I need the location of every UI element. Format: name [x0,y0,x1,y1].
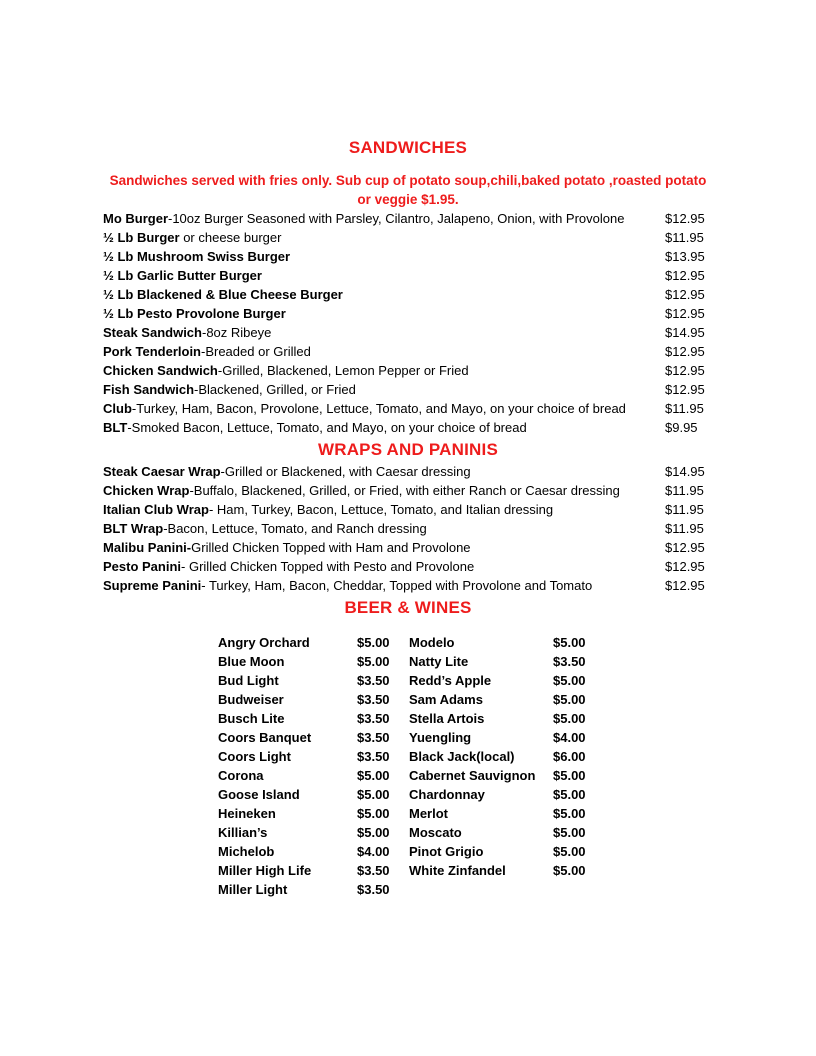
drink-price: $5.00 [553,635,586,650]
drink-item [218,842,398,861]
menu-item-name: Chicken Wrap [103,483,190,498]
drink-price: $3.50 [357,863,390,878]
menu-item-detail: -10oz Burger Seasoned with Parsley, Cilantro, Jalapeno, Onion, with Provolone [168,211,625,226]
menu-item-name: Malibu Panini- [103,540,192,555]
drink-name: Cabernet Sauvignon [409,768,536,783]
menu-item-detail: - Turkey, Ham, Bacon, Cheddar, Topped with Provolone and Tomato [201,578,593,593]
menu-item-description [103,576,592,595]
menu-item-price: $14.95 [665,325,705,340]
menu-item-detail: -Grilled, Blackened, Lemon Pepper or Fried [217,363,469,378]
menu-item-name: Steak Sandwich [103,325,202,340]
drink-name: Coors Light [218,749,291,764]
drink-name: Blue Moon [218,654,285,669]
menu-item-detail: Grilled Chicken Topped with Ham and Provolone [191,540,471,555]
menu-item [103,266,707,285]
drink-item [409,652,599,671]
drink-item [409,842,599,861]
drink-name: Goose Island [218,787,300,802]
drink-price: $5.00 [357,654,390,669]
drink-price: $5.00 [553,692,586,707]
drink-item [409,633,599,652]
drink-price: $5.00 [553,673,586,688]
beer-heading: BEER & WINES [344,598,472,617]
drink-price: $4.00 [553,730,586,745]
menu-item [103,342,707,361]
drink-name: Black Jack(local) [409,749,515,764]
drink-name: Bud Light [218,673,279,688]
drink-item [218,709,398,728]
drink-name: Sam Adams [409,692,483,707]
drink-item [409,690,599,709]
drink-price: $5.00 [553,844,586,859]
drink-item [218,880,398,899]
menu-item-price: $11.95 [665,230,704,245]
drink-name: Natty Lite [409,654,469,669]
menu-item [103,538,707,557]
drink-price: $3.50 [357,692,390,707]
menu-item-price: $12.95 [665,211,705,226]
drink-item [218,690,398,709]
menu-item-name: ½ Lb Burger [103,230,180,245]
drink-name: Angry Orchard [218,635,310,650]
menu-item-description [103,266,262,285]
drink-name: Moscato [409,825,462,840]
menu-item-description [103,380,356,399]
menu-item-price: $12.95 [665,306,705,321]
menu-item-detail: -Blackened, Grilled, or Fried [194,382,356,397]
menu-item-description [103,247,290,266]
drink-item [218,766,398,785]
menu-item-name: BLT [103,420,128,435]
drink-item [409,861,599,880]
menu-item-name: Pork Tenderloin [103,344,201,359]
drink-price: $5.00 [553,825,586,840]
menu-item-description [103,500,553,519]
menu-item-price: $12.95 [665,540,705,555]
drink-price: $3.50 [357,882,390,897]
drink-name: Redd’s Apple [409,673,492,688]
menu-item-description [103,361,469,380]
menu-item-detail: -Bacon, Lettuce, Tomato, and Ranch dressing [163,521,427,536]
menu-item-detail: -8oz Ribeye [201,325,272,340]
menu-item-price: $11.95 [665,483,704,498]
menu-item-detail: - Ham, Turkey, Bacon, Lettuce, Tomato, and Italian dressing [208,502,554,517]
drink-name: Pinot Grigio [409,844,484,859]
menu-item-price: $14.95 [665,464,705,479]
menu-item-description [103,418,527,437]
menu-item-name: ½ Lb Garlic Butter Burger [103,268,262,283]
menu-item-description [103,538,471,557]
menu-item-price: $11.95 [665,401,704,416]
menu-item [103,481,707,500]
drink-item [409,709,599,728]
menu-item-name: ½ Lb Pesto Provolone Burger [103,306,286,321]
drink-price: $5.00 [553,806,586,821]
sandwiches-note-line2: or veggie $1.95. [357,192,459,207]
drink-name: Coors Banquet [218,730,312,745]
menu-item-price: $12.95 [665,287,705,302]
drink-name: Stella Artois [409,711,485,726]
menu-item-name: Chicken Sandwich [103,363,218,378]
menu-item [103,399,707,418]
menu-item-detail: or cheese burger [179,230,282,245]
beer-column-right [409,633,599,880]
menu-item-detail: -Grilled or Blackened, with Caesar dressing [220,464,471,479]
drink-price: $4.00 [357,844,390,859]
menu-item-price: $12.95 [665,559,705,574]
menu-item [103,361,707,380]
wraps-heading: WRAPS AND PANINIS [317,440,499,459]
drink-name: Modelo [409,635,455,650]
menu-item [103,418,707,437]
drink-item [218,652,398,671]
menu-item [103,519,707,538]
drink-item [218,747,398,766]
menu-item-price: $11.95 [665,521,704,536]
drink-name: Miller High Life [218,863,312,878]
drink-name: Merlot [409,806,448,821]
menu-item-name: Mo Burger [103,211,168,226]
drink-price: $5.00 [357,768,390,783]
drink-price: $3.50 [357,711,390,726]
menu-item-detail: -Smoked Bacon, Lettuce, Tomato, and Mayo, on your choice of bread [127,420,527,435]
menu-item [103,323,707,342]
menu-item-price: $11.95 [665,502,704,517]
menu-item [103,576,707,595]
menu-item-name: ½ Lb Mushroom Swiss Burger [103,249,291,264]
menu-item-description [103,228,281,247]
menu-item-detail: - Grilled Chicken Topped with Pesto and Provolone [181,559,475,574]
drink-name: Michelob [218,844,275,859]
drink-price: $6.00 [553,749,586,764]
menu-item [103,228,707,247]
menu-item-name: ½ Lb Blackened & Blue Cheese Burger [103,287,343,302]
drink-price: $5.00 [357,825,390,840]
menu-item-description [103,285,343,304]
menu-item-description [103,519,427,538]
drink-price: $5.00 [553,787,586,802]
drink-item [218,633,398,652]
drink-item [409,747,599,766]
menu-item-name: Italian Club Wrap [103,502,209,517]
drink-name: Yuengling [409,730,472,745]
menu-item-price: $12.95 [665,344,705,359]
menu-item-price: $12.95 [665,363,705,378]
drink-price: $3.50 [553,654,586,669]
drink-item [218,785,398,804]
drink-price: $5.00 [357,806,390,821]
drink-item [409,766,599,785]
sandwiches-heading: SANDWICHES [348,138,468,157]
menu-item [103,209,707,228]
drink-item [218,823,398,842]
menu-item-description [103,323,271,342]
drink-name: White Zinfandel [409,863,506,878]
drink-item [218,861,398,880]
menu-item [103,285,707,304]
menu-item-name: Pesto Panini [103,559,182,574]
menu-item-price: $12.95 [665,268,705,283]
drink-name: Corona [218,768,264,783]
drink-item [218,728,398,747]
drink-item [409,671,599,690]
drink-name: Chardonnay [409,787,485,802]
menu-item [103,557,707,576]
drink-item [218,804,398,823]
menu-item-price: $12.95 [665,578,705,593]
sandwiches-note-line1: Sandwiches served with fries only. Sub cup of potato soup,chili,baked potato ,roasted potato [109,173,707,188]
menu-item-detail: -Turkey, Ham, Bacon, Provolone, Lettuce, Tomato, and Mayo, on your choice of bread [131,401,626,416]
menu-item-name: BLT Wrap [103,521,164,536]
drink-price: $3.50 [357,673,390,688]
menu-item-price: $12.95 [665,382,705,397]
drink-item [409,728,599,747]
beer-column-left [218,633,398,899]
menu-item-price: $13.95 [665,249,705,264]
menu-item-description [103,304,286,323]
drink-item [409,804,599,823]
menu-item [103,500,707,519]
menu-item-name: Club [103,401,132,416]
drink-price: $5.00 [357,787,390,802]
menu-item-description [103,342,311,361]
drink-name: Killian’s [218,825,268,840]
drink-name: Busch Lite [218,711,285,726]
menu-item [103,462,707,481]
drink-item [409,785,599,804]
menu-item-detail: -Breaded or Grilled [201,344,311,359]
sandwiches-note [90,171,726,209]
menu-item [103,380,707,399]
drink-item [218,671,398,690]
drink-price: $3.50 [357,749,390,764]
menu-item-name: Steak Caesar Wrap [103,464,221,479]
menu-item-description [103,399,626,418]
drink-price: $5.00 [553,768,586,783]
drink-price: $5.00 [553,711,586,726]
sandwiches-list [103,209,707,437]
menu-item-description [103,462,471,481]
menu-item-price: $9.95 [665,420,698,435]
drink-item [409,823,599,842]
menu-item-name: Supreme Panini [103,578,202,593]
drink-name: Heineken [218,806,276,821]
drink-name: Miller Light [218,882,288,897]
menu-item-description [103,557,474,576]
drink-price: $5.00 [357,635,390,650]
menu-item [103,304,707,323]
menu-item [103,247,707,266]
drink-name: Budweiser [218,692,284,707]
menu-item-detail: -Buffalo, Blackened, Grilled, or Fried, with either Ranch or Caesar dressing [189,483,620,498]
menu-item-description [103,209,624,228]
menu-item-name: Fish Sandwich [103,382,195,397]
wraps-list [103,462,707,595]
drink-price: $5.00 [553,863,586,878]
drink-price: $3.50 [357,730,390,745]
menu-item-description [103,481,620,500]
